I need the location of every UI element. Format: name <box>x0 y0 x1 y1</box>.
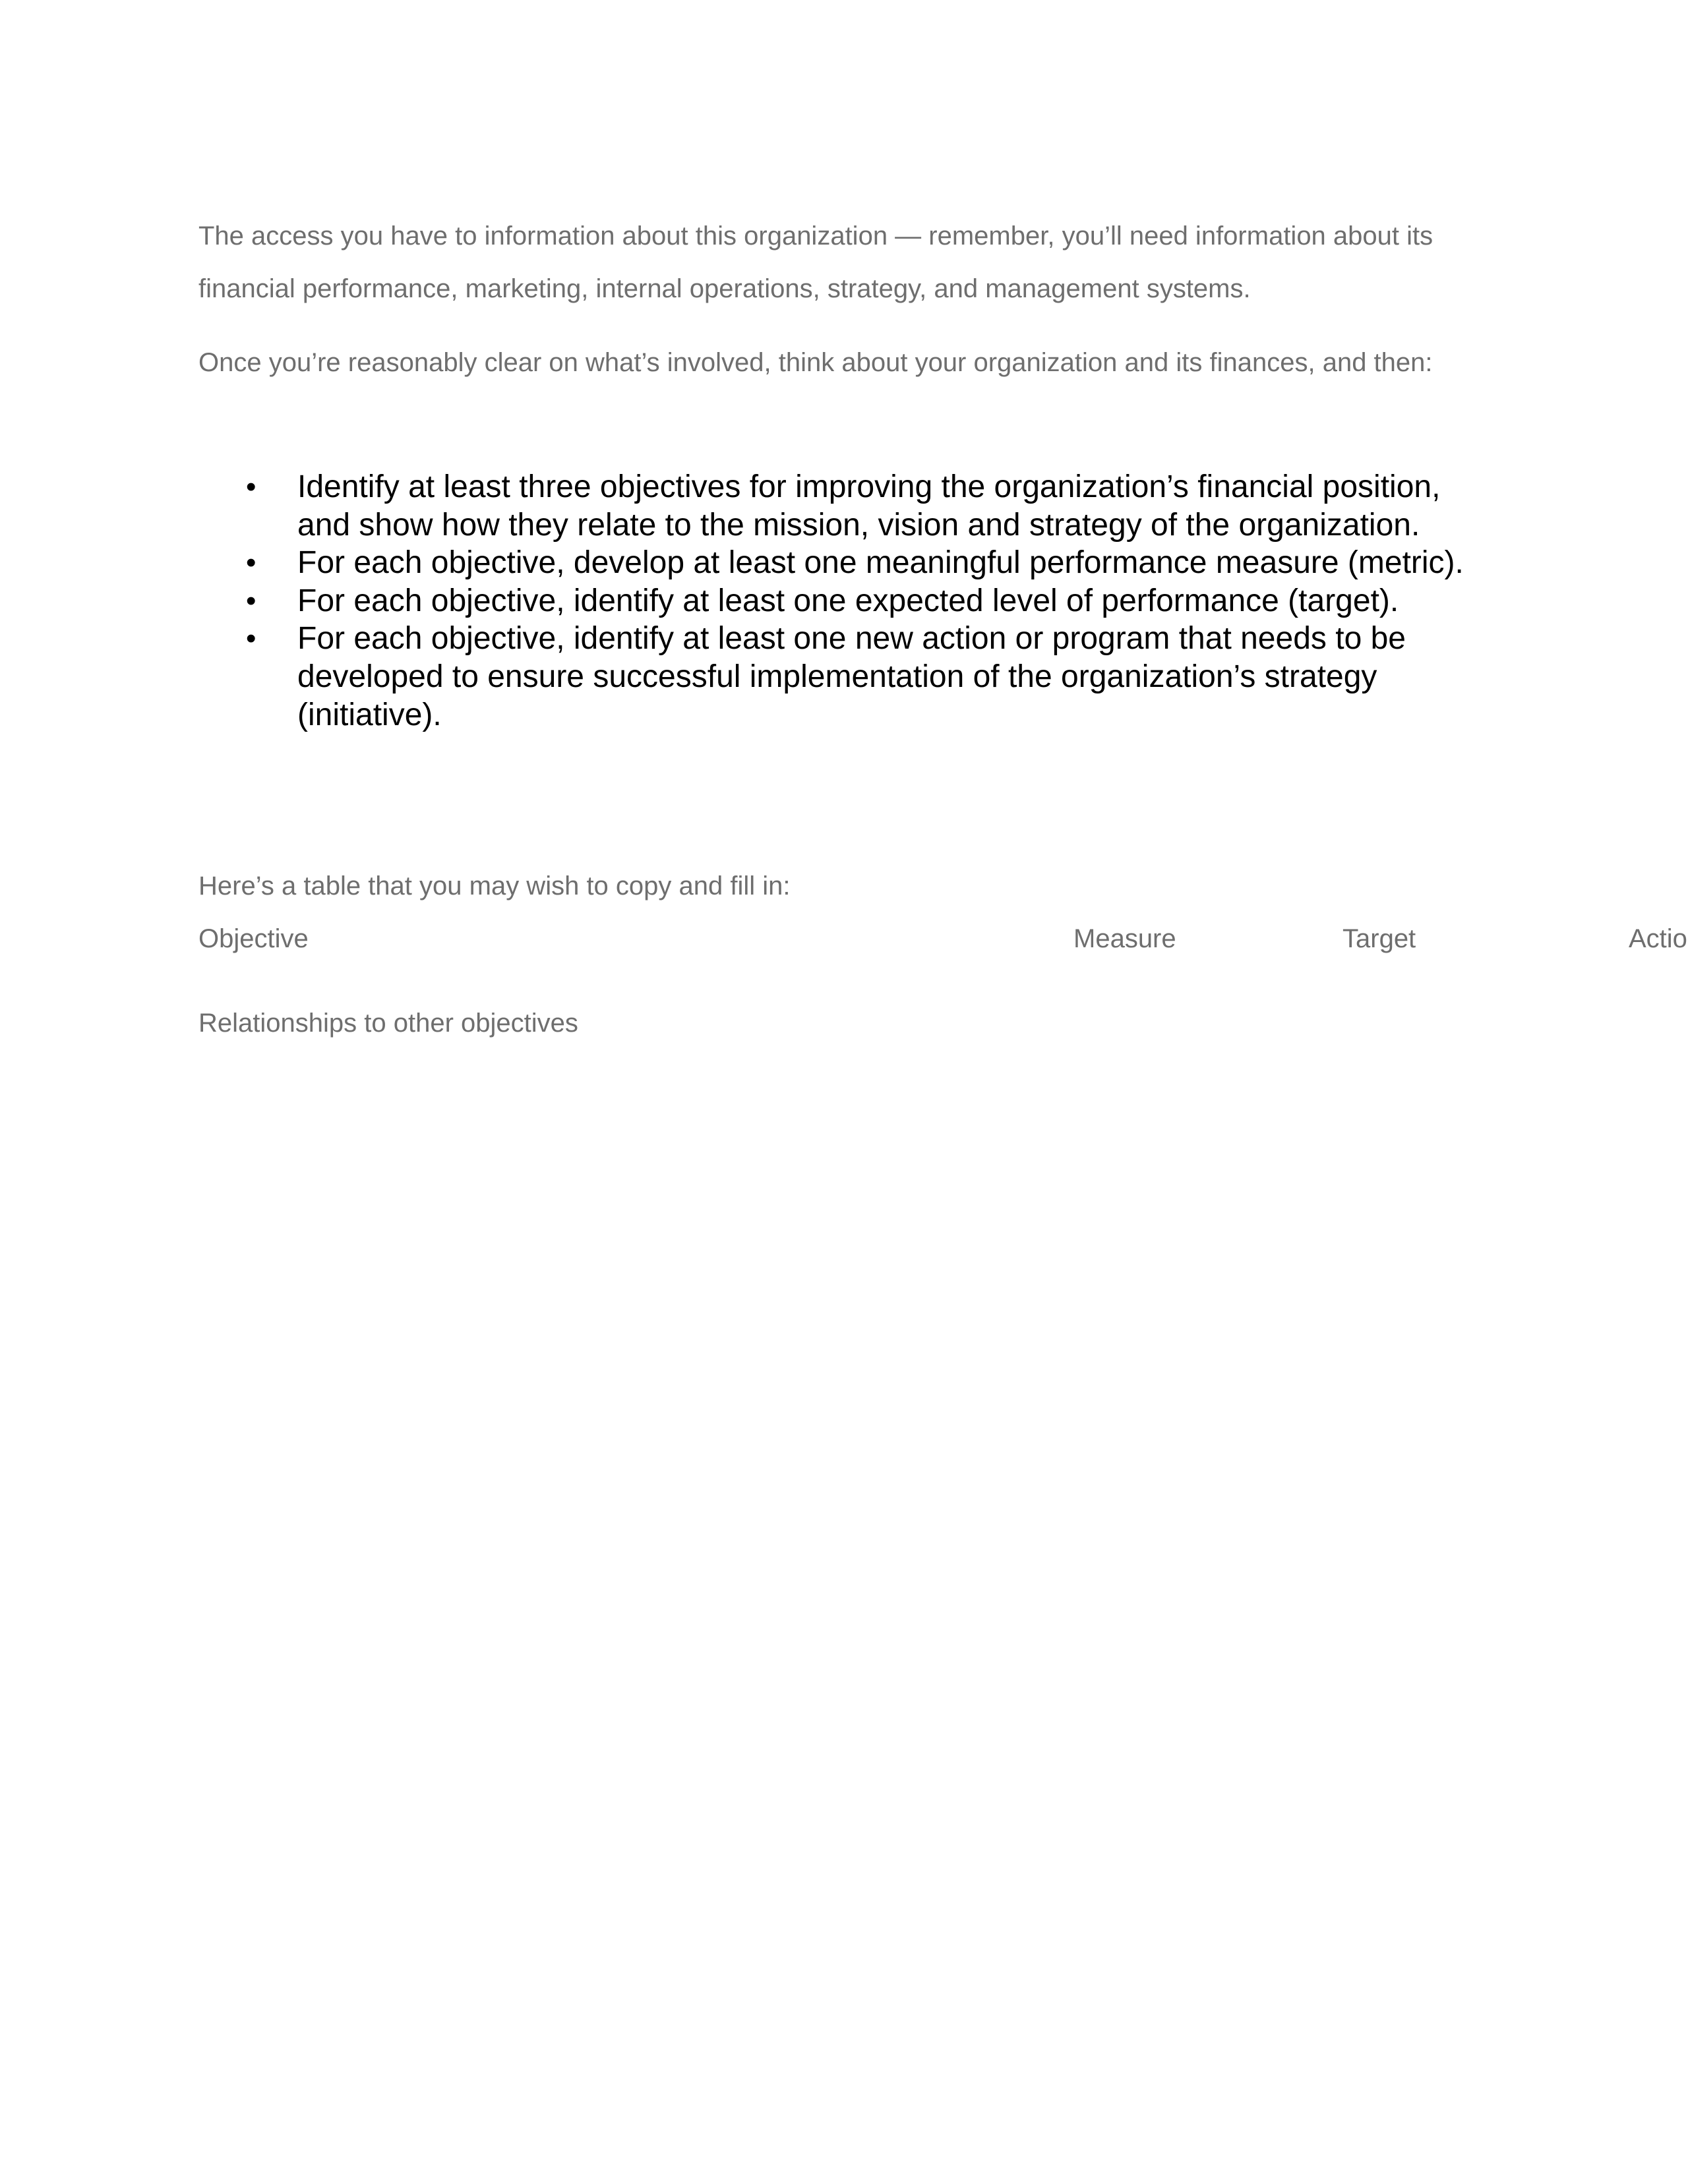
column-header-relationships: Relationships to other objectives <box>198 1009 578 1038</box>
list-item-text: For each objective, identify at least one expected level of performance (target). <box>297 583 1399 618</box>
list-item-text: For each objective, identify at least one new action or program that needs to be developed to ensure successful implementation of the organization’s strategy (initiative). <box>297 621 1406 732</box>
list-item <box>198 620 1491 734</box>
list-item <box>198 468 1491 544</box>
paragraph-information-access: The access you have to information about this organization — remember, you’ll need information about its financial performance, marketing, internal operations, strategy, and management systems. <box>198 221 1433 303</box>
bullet-icon: • <box>246 622 256 655</box>
bullet-icon: • <box>246 584 256 617</box>
list-item-text: For each objective, develop at least one meaningful performance measure (metric). <box>297 545 1464 581</box>
bullet-icon: • <box>246 546 256 579</box>
list-item <box>198 582 1491 620</box>
bullet-icon: • <box>246 471 256 503</box>
paragraph-instructions-intro: Once you’re reasonably clear on what’s involved, think about your organization and its finances, and then: <box>198 348 1433 377</box>
column-header-action: Actio <box>1629 924 1687 953</box>
list-item <box>198 544 1491 582</box>
column-header-target: Target <box>1342 924 1416 953</box>
column-header-objective: Objective <box>198 924 309 953</box>
column-header-measure: Measure <box>1073 924 1176 953</box>
objectives-bullet-list <box>198 468 1491 734</box>
paragraph-table-intro: Here’s a table that you may wish to copy and fill in: <box>198 871 791 900</box>
table-header-row <box>0 912 1688 965</box>
list-item-text: Identify at least three objectives for improving the organization’s financial position, and show how they relate to the mission, vision and strategy of the organization. <box>297 469 1441 543</box>
